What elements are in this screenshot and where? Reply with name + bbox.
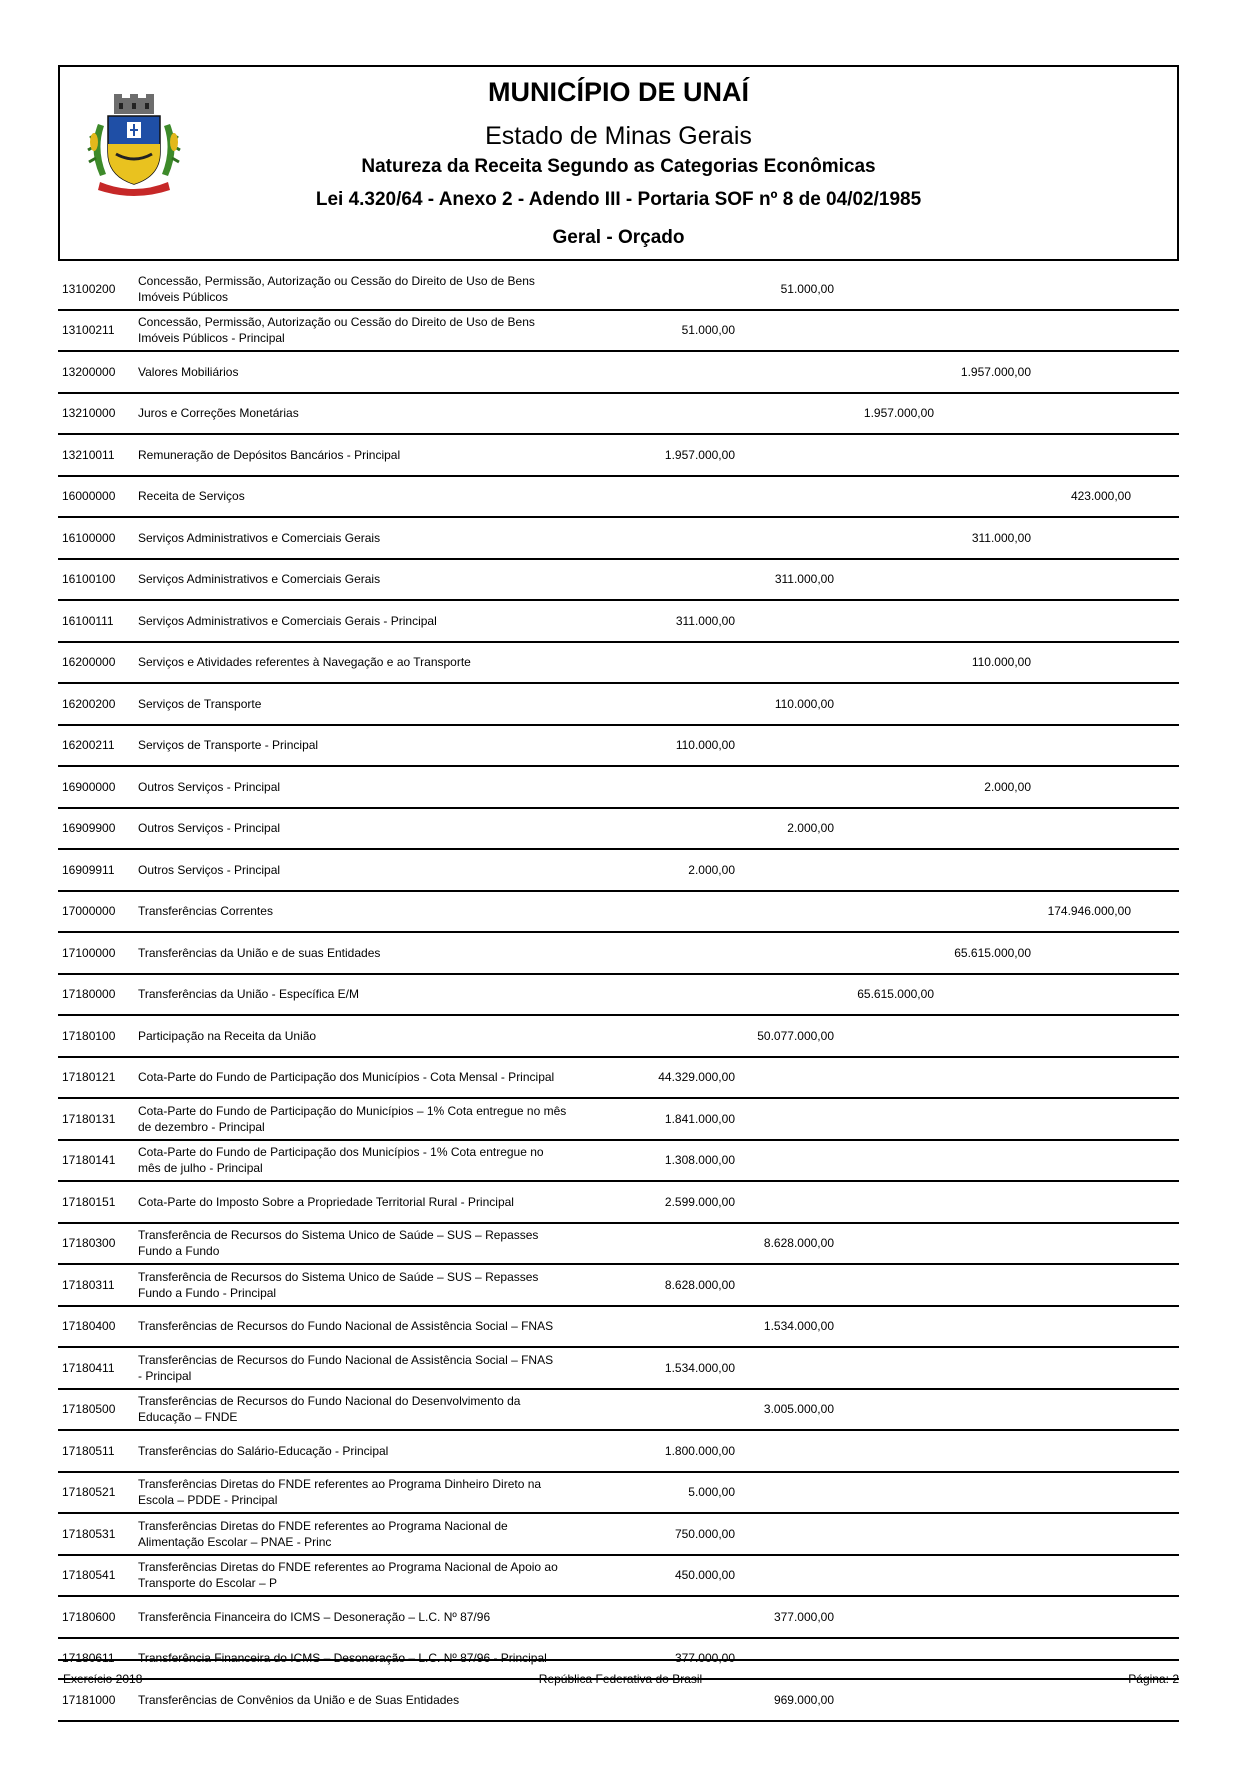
table-row [58,1141,1179,1183]
table-row [58,933,1179,975]
description-line: mês de julho - Principal [138,1161,263,1176]
revenue-code: 13100200 [62,281,116,296]
table-row [58,1473,1179,1515]
revenue-description [138,820,586,836]
table-row [58,892,1179,934]
revenue-description [138,613,586,629]
description-line: Participação na Receita da União [138,1028,317,1043]
description-line: Concessão, Permissão, Autorização ou Cessão do Direito de Uso de Bens [138,315,535,330]
description-line: Outros Serviços - Principal [138,779,281,794]
revenue-description [138,1692,586,1708]
report-header [58,65,1179,261]
table-row [58,1348,1179,1390]
revenue-code: 17180131 [62,1111,116,1126]
description-line: Valores Mobiliários [138,364,239,379]
revenue-amount: 50.077.000,00 [757,1028,834,1043]
revenue-amount: 1.957.000,00 [960,364,1031,379]
description-line: Educação – FNDE [138,1410,238,1425]
revenue-code: 13210000 [62,406,116,421]
table-row [58,684,1179,726]
revenue-description [138,488,586,504]
revenue-amount: 51.000,00 [780,281,834,296]
revenue-amount: 174.946.000,00 [1047,904,1131,919]
revenue-code: 16200200 [62,696,116,711]
revenue-code: 16200000 [62,655,116,670]
table-row [58,1514,1179,1556]
revenue-code: 16100111 [62,613,114,628]
revenue-amount: 1.534.000,00 [664,1360,735,1375]
revenue-amount: 969.000,00 [773,1692,834,1707]
description-line: Transferências de Convênios da União e de Suas Entidades [138,1692,460,1707]
description-line: Cota-Parte do Fundo de Participação dos Municípios - 1% Cota entregue no [138,1145,544,1160]
revenue-amount: 65.615.000,00 [954,945,1031,960]
revenue-amount: 311.000,00 [675,613,735,628]
revenue-code: 16100100 [62,572,116,587]
revenue-description [138,1103,586,1135]
table-row [58,1390,1179,1432]
revenue-amount: 1.957.000,00 [863,406,934,421]
revenue-amount: 1.841.000,00 [664,1111,735,1126]
revenue-description [138,314,586,346]
table-row [58,850,1179,892]
revenue-code: 13210011 [62,447,115,462]
table-row [58,1431,1179,1473]
revenue-description [138,862,586,878]
revenue-description [138,1559,586,1591]
table-row [58,352,1179,394]
description-line: Serviços Administrativos e Comerciais Gerais [138,530,381,545]
revenue-description [138,1393,586,1425]
description-line: Transferências de Recursos do Fundo Nacional de Assistência Social – FNAS [138,1352,554,1367]
description-line: Transferências do Salário-Educação - Principal [138,1443,389,1458]
revenue-description [138,1028,586,1044]
revenue-code: 17180000 [62,987,116,1002]
revenue-description [138,1069,586,1085]
revenue-code: 16100000 [62,530,116,545]
revenue-code: 13100211 [62,323,115,338]
table-row [58,269,1179,311]
revenue-description [138,1352,586,1384]
revenue-amount: 750.000,00 [674,1526,735,1541]
revenue-amount: 311.000,00 [774,572,834,587]
description-line: Transferências Diretas do FNDE referentes ao Programa Nacional de Apoio ao [138,1560,558,1575]
table-row [58,1182,1179,1224]
revenue-description [138,1476,586,1508]
revenue-amount: 2.000,00 [984,779,1031,794]
revenue-code: 16909900 [62,821,116,836]
revenue-description [138,405,586,421]
legal-reference: Lei 4.320/64 - Anexo 2 - Adendo III - Portaria SOF nº 8 de 04/02/1985 [315,189,922,210]
revenue-code: 17180521 [62,1485,116,1500]
table-row [58,601,1179,643]
revenue-description [138,447,586,463]
revenue-amount: 2.000,00 [787,821,834,836]
revenue-code: 17180100 [62,1028,116,1043]
table-row [58,1307,1179,1349]
revenue-code: 13200000 [62,364,116,379]
revenue-code: 16200211 [62,738,115,753]
description-line: Transferência Financeira do ICMS – Desoneração – L.C. Nº 87/96 [138,1609,491,1624]
description-line: Transferência de Recursos do Sistema Unico de Saúde – SUS – Repasses [138,1269,539,1284]
description-line: Serviços de Transporte - Principal [138,738,319,753]
revenue-description [138,571,586,587]
revenue-code: 17180541 [62,1568,116,1583]
description-line: de dezembro - Principal [138,1119,265,1134]
description-line: Imóveis Públicos [138,289,229,304]
description-line: Juros e Correções Monetárias [138,406,299,421]
description-line: Concessão, Permissão, Autorização ou Cessão do Direito de Uso de Bens [138,273,535,288]
revenue-code: 17181000 [62,1692,116,1707]
revenue-description [138,696,586,712]
table-row [58,394,1179,436]
table-row [58,1016,1179,1058]
revenue-amount: 450.000,00 [674,1568,735,1583]
description-line: Imóveis Públicos - Principal [138,331,285,346]
revenue-description [138,1318,586,1334]
revenue-code: 17180151 [62,1194,116,1209]
revenue-description [138,364,586,380]
table-row [58,518,1179,560]
revenue-amount: 1.957.000,00 [664,447,735,462]
description-line: Escola – PDDE - Principal [138,1493,278,1508]
revenue-description [138,1518,586,1550]
table-row [58,975,1179,1017]
revenue-code: 16909911 [62,862,115,877]
revenue-amount: 377.000,00 [773,1609,834,1624]
revenue-amount: 2.599.000,00 [664,1194,735,1209]
description-line: Cota-Parte do Fundo de Participação dos Municípios - Cota Mensal - Principal [138,1070,555,1085]
description-line: Outros Serviços - Principal [138,821,281,836]
table-row [58,809,1179,851]
revenue-amount: 51.000,00 [681,323,735,338]
revenue-description [138,273,586,305]
description-line: Transferências Diretas do FNDE referentes ao Programa Dinheiro Direto na [138,1477,542,1492]
table-row [58,1597,1179,1639]
revenue-code: 16900000 [62,779,116,794]
description-line: Serviços Administrativos e Comerciais Gerais [138,572,381,587]
revenue-code: 17180121 [62,1070,116,1085]
table-row [58,767,1179,809]
revenue-description [138,903,586,919]
revenue-amount: 1.308.000,00 [664,1153,735,1168]
revenue-description [138,779,586,795]
table-row [58,1099,1179,1141]
revenue-description [138,1194,586,1210]
revenue-amount: 2.000,00 [688,862,735,877]
report-scope: Geral - Orçado [552,227,685,248]
description-line: Alimentação Escolar – PNAE - Princ [138,1534,332,1549]
revenue-amount: 44.329.000,00 [658,1070,735,1085]
table-row [58,643,1179,685]
revenue-amount: 65.615.000,00 [857,987,934,1002]
revenue-description [138,737,586,753]
description-line: - Principal [138,1368,192,1383]
revenue-amount: 110.000,00 [675,738,735,753]
table-row [58,1224,1179,1266]
description-line: Serviços de Transporte [138,696,262,711]
state-name: Estado de Minas Gerais [485,122,752,150]
footer-divider [58,1659,1179,1661]
description-line: Transferências da União - Específica E/M [138,987,359,1002]
revenue-description [138,1609,586,1625]
description-line: Transferências de Recursos do Fundo Nacional de Assistência Social – FNAS [138,1319,554,1334]
revenue-description [138,1227,586,1259]
description-line: Fundo a Fundo - Principal [138,1285,277,1300]
revenue-description [138,1443,586,1459]
revenue-description [138,654,586,670]
table-row [58,435,1179,477]
revenue-code: 17180600 [62,1609,116,1624]
description-line: Cota-Parte do Fundo de Participação do Municípios – 1% Cota entregue no mês [138,1103,567,1118]
revenue-amount: 3.005.000,00 [763,1402,834,1417]
table-row [58,1680,1179,1722]
description-line: Serviços e Atividades referentes à Navegação e ao Transporte [138,655,471,670]
description-line: Receita de Serviços [138,489,245,504]
revenue-code: 17100000 [62,945,116,960]
revenue-code: 16000000 [62,489,116,504]
revenue-code: 17180500 [62,1402,116,1417]
description-line: Transferências Correntes [138,904,273,919]
description-line: Transferências de Recursos do Fundo Nacional do Desenvolvimento da [138,1394,521,1409]
revenue-amount: 110.000,00 [971,655,1031,670]
table-row [58,726,1179,768]
revenue-amount: 8.628.000,00 [763,1236,834,1251]
table-row [58,311,1179,353]
revenue-description [138,1144,586,1176]
description-line: Transporte do Escolar – P [138,1576,277,1591]
revenue-amount: 110.000,00 [774,696,834,711]
revenue-amount: 1.800.000,00 [664,1443,735,1458]
description-line: Transferências Diretas do FNDE referentes ao Programa Nacional de [138,1518,508,1533]
footer-fiscal-year: Exercício 2018 [63,1672,143,1686]
revenue-amount: 1.534.000,00 [763,1319,834,1334]
footer-country: República Federativa do Brasil [538,1672,703,1686]
description-line: Transferência de Recursos do Sistema Unico de Saúde – SUS – Repasses [138,1228,539,1243]
table-row [58,1556,1179,1598]
table-row [58,1265,1179,1307]
revenue-amount: 423.000,00 [1070,489,1131,504]
revenue-code: 17000000 [62,904,116,919]
revenue-code: 17180311 [62,1277,115,1292]
revenue-description [138,945,586,961]
revenue-amount: 311.000,00 [971,530,1031,545]
revenue-code: 17180511 [62,1443,115,1458]
table-row [58,1058,1179,1100]
description-line: Fundo a Fundo [138,1244,220,1259]
revenue-code: 17180531 [62,1526,116,1541]
description-line: Serviços Administrativos e Comerciais Gerais - Principal [138,613,437,628]
table-row [58,560,1179,602]
revenue-amount: 5.000,00 [688,1485,735,1500]
revenue-amount: 8.628.000,00 [664,1277,735,1292]
revenue-code: 17180141 [62,1153,116,1168]
revenue-description [138,1269,586,1301]
revenue-code: 17180400 [62,1319,116,1334]
revenue-description [138,986,586,1002]
description-line: Outros Serviços - Principal [138,862,281,877]
revenue-code: 17180411 [62,1360,115,1375]
description-line: Cota-Parte do Imposto Sobre a Propriedade Territorial Rural - Principal [138,1194,514,1209]
footer-page-number: Página: 2 [1128,1672,1179,1686]
report-subtitle: Natureza da Receita Segundo as Categorias Econômicas [361,156,876,177]
revenue-table [58,269,1179,1722]
description-line: Remuneração de Depósitos Bancários - Principal [138,447,401,462]
table-row [58,477,1179,519]
municipality-title: MUNICÍPIO DE UNAÍ [487,77,749,107]
description-line: Transferências da União e de suas Entidades [138,945,381,960]
revenue-description [138,530,586,546]
revenue-code: 17180300 [62,1236,116,1251]
